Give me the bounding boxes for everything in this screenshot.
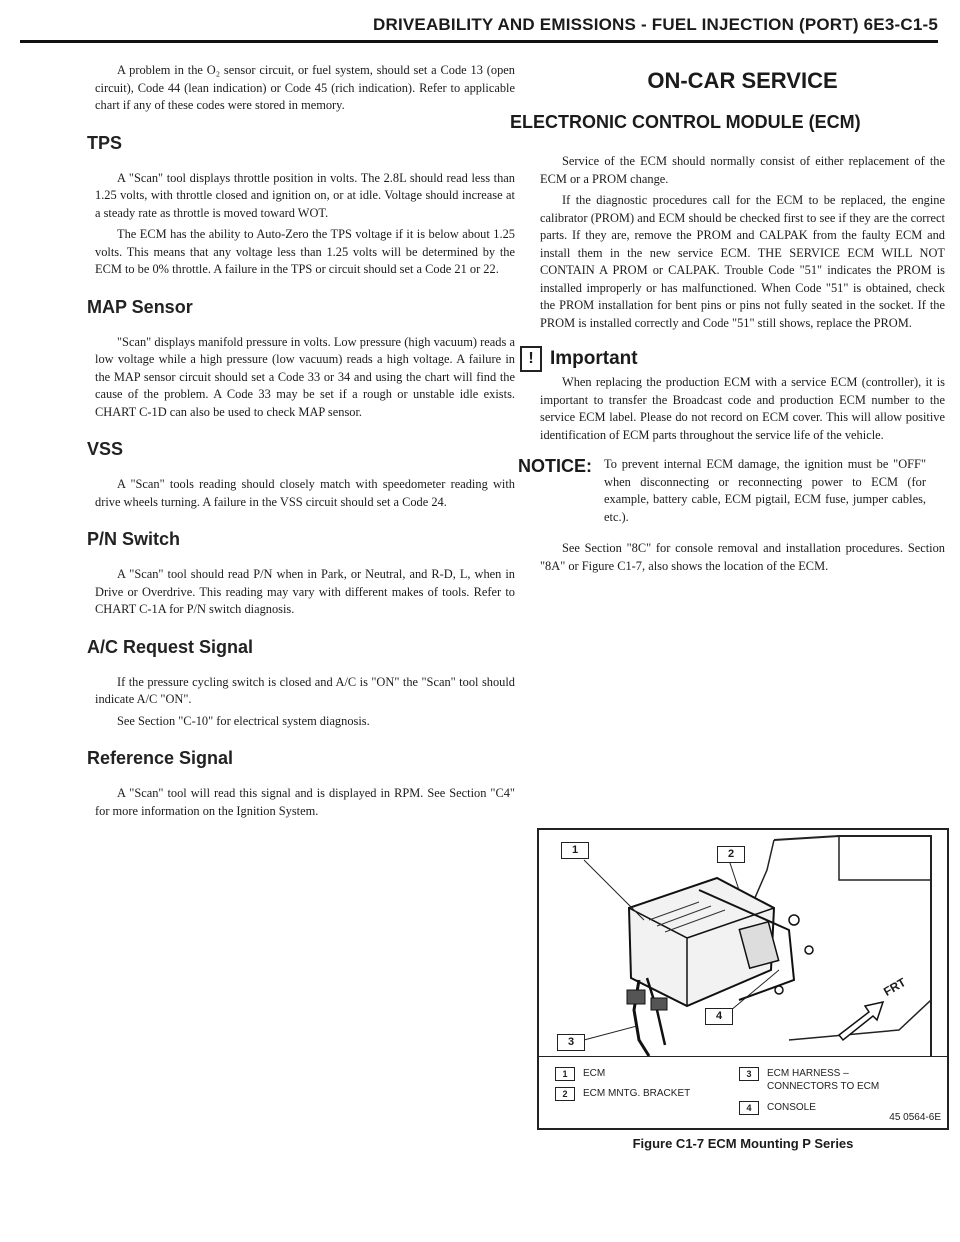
page-header: DRIVEABILITY AND EMISSIONS - FUEL INJECTION (PORT) 6E3-C1-5 [20, 10, 938, 43]
legend-item [739, 1101, 816, 1115]
legend-item [739, 1067, 919, 1093]
reference-signal-paragraph: A "Scan" tool will read this signal and is displayed in RPM. See Section "C4" for more information on the Ignition System. [95, 786, 515, 818]
ac-request-paragraph-1: If the pressure cycling switch is closed and A/C is "ON" the "Scan" tool should indicate A/C "ON". [95, 674, 515, 706]
notice-block [518, 456, 945, 526]
legend-item [555, 1067, 605, 1081]
forward-arrow-icon [839, 1002, 883, 1040]
map-sensor-heading: MAP Sensor [87, 296, 193, 317]
ecm-mounting-figure [537, 828, 949, 1130]
tps-heading: TPS [87, 132, 123, 153]
ac-request-paragraph-2: See Section "C-10" for electrical system diagnosis. [117, 713, 370, 728]
pn-switch-paragraph: A "Scan" tool should read P/N when in Park, or Neutral, and R-D, L, when in Drive or Overdrive. This reading may vary with different makes of tools. Refer to CHART C-1A for P/N switch diagnosis. [95, 567, 515, 616]
legend-text: ECM HARNESS – CONNECTORS TO ECM [767, 1068, 880, 1092]
right-column [510, 62, 945, 585]
important-label: Important [550, 348, 638, 369]
notice-label: NOTICE: [518, 456, 592, 476]
figure-legend [539, 1056, 947, 1129]
ecm-heading: ELECTRONIC CONTROL MODULE (ECM) [510, 112, 861, 132]
tps-paragraph-1: A "Scan" tool displays throttle position in volts. The 2.8L should read less than 1.25 volts, with throttle closed and ignition on, or at idle. Voltage should increase at a steady rate as throttle is moved toward WOT. [95, 170, 515, 220]
vss-heading: VSS [87, 439, 124, 459]
vss-paragraph: A "Scan" tools reading should closely match with speedometer reading with drive wheels turning. A failure in the VSS circuit should set a Code 24. [95, 477, 515, 509]
legend-text: ECM MNTG. BRACKET [583, 1088, 691, 1099]
intro-paragraph: A problem in the O₂ sensor circuit, or fuel system, should set a Code 13 (open circuit), Code 44 (lean indication) or Code 45 (rich indication). Refer to applicable chart if any of these codes were stored in memory. [95, 63, 515, 112]
tps-paragraph-2: The ECM has the ability to Auto-Zero the TPS voltage if it is below about 1.25 volts. This means that any voltage less than 1.25 volts will be determined by the ECM to be 0% throttle. A failure in the TPS or circuit should set a Code 21 or 22. [95, 227, 515, 276]
important-icon: ! [520, 346, 542, 372]
ecm-paragraph-2: If the diagnostic procedures call for the ECM to be replaced, the engine calibrator (PROM) and ECM should be checked first to see if they are the correct parts. If they are, remove the PROM and CALPAK from the faulty ECM and install them in the new service ECM. THE SERVICE ECM WILL NOT CONTAIN A PROM or CALPAK. Trouble Code "51" indicates the PROM is installed improperly or has malfunctioned. When Code "51" is obtained, check the PROM installation for bent pins or pins not fully seated in the socket. If the PROM is installed correctly and Code "51" still shows, replace the PROM. [540, 193, 945, 330]
figure-code: 45 0564-6E [889, 1112, 941, 1123]
on-car-service-title: ON-CAR SERVICE [647, 68, 838, 93]
left-column [87, 62, 515, 830]
reference-signal-heading: Reference Signal [87, 748, 234, 768]
important-paragraph: When replacing the production ECM with a service ECM (controller), it is important to transfer the Broadcast code and production ECM number to the service ECM label. Please do not record on ECM cover. This will allow positive identification of ECM parts throughout the service life of the vehicle. [540, 375, 945, 442]
legend-text: CONSOLE [767, 1102, 816, 1113]
ac-request-heading: A/C Request Signal [87, 636, 254, 657]
ecm-illustration [539, 830, 947, 1056]
forward-label: FRT [881, 975, 909, 999]
important-callout [520, 346, 945, 372]
legend-number: 3 [739, 1067, 759, 1081]
legend-item [555, 1087, 690, 1101]
callout-4: 4 [705, 1008, 733, 1025]
callout-2: 2 [717, 846, 745, 863]
legend-number: 4 [739, 1101, 759, 1115]
legend-text: ECM [583, 1068, 606, 1079]
ecm-paragraph-1: Service of the ECM should normally consist of either replacement of the ECM or a PROM change. [540, 154, 945, 186]
callout-3: 3 [557, 1034, 585, 1051]
pn-switch-heading: P/N Switch [87, 529, 181, 549]
legend-number: 2 [555, 1087, 575, 1101]
legend-number: 1 [555, 1067, 575, 1081]
map-sensor-paragraph: "Scan" displays manifold pressure in volts. Low pressure (high vacuum) reads a low voltage while a high pressure (low vacuum) reads a high voltage. A failure in the MAP sensor circuit should set a Code 33 or 34 and using the chart will find the cause of the problem. A Code 33 may be set if a rough or unstable idle exists. CHART C-1D can also be used to check MAP sensor. [95, 334, 515, 419]
figure-caption: Figure C1-7 ECM Mounting P Series [632, 1136, 854, 1151]
console-paragraph: See Section "8C" for console removal and installation procedures. Section "8A" or Figure C1-7, also shows the location of the ECM. [540, 541, 945, 573]
callout-1: 1 [561, 842, 589, 859]
notice-text: To prevent internal ECM damage, the ignition must be "OFF" when disconnecting or reconnecting power to ECM (for example, battery cable, ECM pigtail, ECM fuse, jumper cables, etc.). [604, 457, 926, 524]
